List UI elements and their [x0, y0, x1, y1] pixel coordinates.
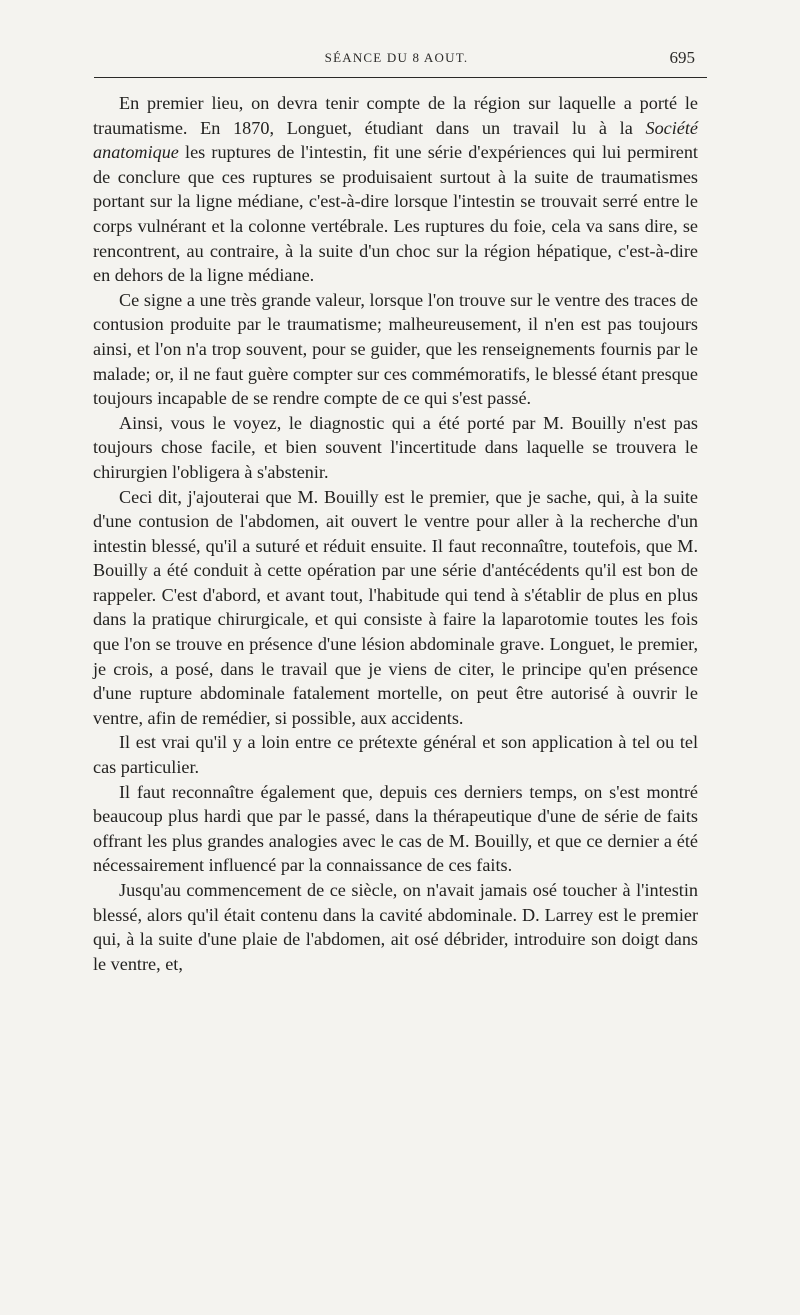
paragraph-6: Il faut reconnaître également que, depuis ces derniers temps, on s'est montré beaucoup plus hardi que par le passé, dans la thérapeutique d'une de série de faits offrant les plus grandes analogies avec le cas de M. Bouilly, et que ce dernier a été nécessairement influencé par la connaissance de ces faits. [93, 781, 698, 876]
page-number: 695 [669, 48, 695, 67]
running-head-title: SÉANCE DU 8 AOUT. [324, 50, 469, 65]
paragraph-1-italic-society: Société anatomique [93, 117, 698, 163]
running-head [94, 48, 699, 70]
paragraph-3: Ainsi, vous le voyez, le diagnostic qui a été porté par M. Bouilly n'est pas toujours chose facile, et bien souvent l'incertitude dans laquelle se trouvera le chirurgien l'obligera à s'abstenir. [93, 412, 698, 482]
header-rule [94, 77, 707, 78]
paragraph-1-text-a: En premier lieu, on devra tenir compte de la région sur laquelle a porté le traumatisme. En 1870, Longuet, étudiant dans un travail lu à la [93, 93, 698, 138]
paragraph-1-text-b: les ruptures de l'intestin, fit une série d'expériences qui lui permirent de conclure que ces ruptures se produisaient surtout à la suite de traumatismes portant sur la ligne médiane, c'est-à-dire lorsque l'intestin se trouvait serré entre le corps vulnérant et la colonne vertébrale. Les ruptures du foie, cela va sans dire, se rencontrent, au contraire, à la suite d'un choc sur la région hépatique, c'est-à-dire en dehors de la ligne médiane. [93, 142, 698, 286]
paragraph-5: Il est vrai qu'il y a loin entre ce prétexte général et son application à tel ou tel cas particulier. [93, 732, 698, 778]
paragraph-7: Jusqu'au commencement de ce siècle, on n'avait jamais osé toucher à l'intestin blessé, alors qu'il était contenu dans la cavité abdominale. D. Larrey est le premier qui, à la suite d'une plaie de l'abdomen, ait osé débrider, introduire son doigt dans le ventre, et, [93, 880, 698, 974]
body-text [93, 91, 698, 976]
paragraph-4: Ceci dit, j'ajouterai que M. Bouilly est le premier, que je sache, qui, à la suite d'une contusion de l'abdomen, ait ouvert le ventre pour aller à la recherche d'un intestin blessé, qu'il a suturé et réduit ensuite. Il faut reconnaître, toutefois, que M. Bouilly a été conduit à cette opération par une série d'antécédents qu'il est bon de rappeler. C'est d'abord, et avant tout, l'habitude qui tend à s'établir de plus en plus dans la pratique chirurgicale, et qui consiste à faire la laparotomie toutes les fois que l'on se trouve en présence d'une lésion abdominale grave. Longuet, le premier, je crois, a posé, dans le travail que je viens de citer, le principe qu'en présence d'une rupture abdominale fatalement mortelle, on peut être autorisé à ouvrir le ventre, afin de remédier, si possible, aux accidents. [93, 486, 698, 728]
paragraph-1 [93, 91, 698, 288]
paragraph-2: Ce signe a une très grande valeur, lorsque l'on trouve sur le ventre des traces de contusion produite par le traumatisme; malheureusement, il n'en est pas toujours ainsi, et l'on n'a trop souvent, pour se guider, que les renseignements fournis par le malade; or, il ne faut guère compter sur ces commémoratifs, le blessé étant presque toujours incapable de se rendre compte de ce qui s'est passé. [93, 289, 698, 409]
